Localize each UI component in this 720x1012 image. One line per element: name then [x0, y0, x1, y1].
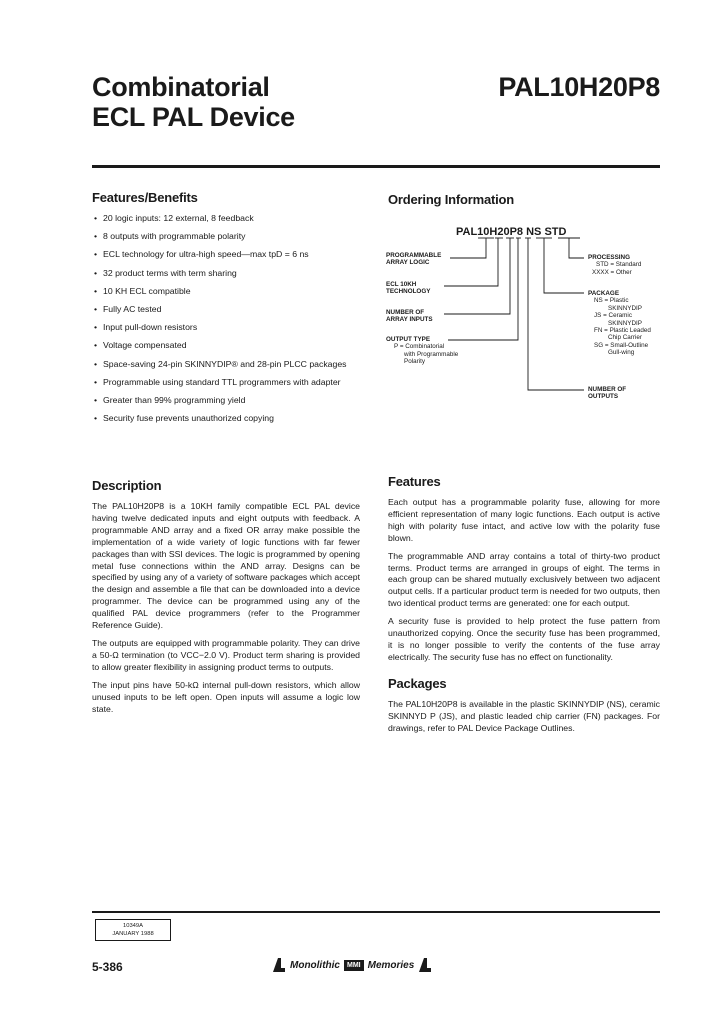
document-number: 10349A: [123, 923, 143, 929]
ordering-diagram: [386, 226, 666, 412]
brand-name-left: Monolithic: [290, 959, 340, 971]
list-item: • Greater than 99% programming yield: [92, 395, 360, 406]
label-line: NUMBER OF: [386, 309, 425, 316]
document-title: [92, 72, 295, 132]
label-line: SG = Small-Outline: [594, 341, 649, 349]
ordering-part-code: PAL10H20P8 NS STD: [456, 226, 567, 238]
label-line: FN = Plastic Leaded: [594, 327, 651, 335]
features-paragraph: A security fuse is provided to help protect the fuse pattern from unauthorized copying. Once the security fuse has been programmed, it is no longer possible to verify the contents of the fuse array electrically. The security fuse has no effect on functionality.: [388, 616, 660, 662]
footer-rule: [92, 911, 660, 913]
label-line: SKINNYDIP: [608, 319, 642, 327]
list-item: • 8 outputs with programmable polarity: [92, 231, 360, 242]
label-line: OUTPUT TYPE: [386, 336, 431, 343]
label-outputs: [588, 386, 626, 401]
label-output-type: [386, 336, 458, 366]
page-number: 5-386: [92, 960, 123, 974]
label-line: PROGRAMMABLE: [386, 252, 442, 259]
label-line: ARRAY INPUTS: [386, 316, 433, 324]
header-rule: [92, 165, 660, 168]
label-line: TECHNOLOGY: [386, 288, 431, 296]
list-item: • 20 logic inputs: 12 external, 8 feedback: [92, 213, 360, 224]
packages-paragraph: The PAL10H20P8 is available in the plastic SKINNYDIP (NS), ceramic SKINNYD P (JS), and plastic leaded chip carrier (FN) packages. For drawings, refer to PAL Device Package Outlines.: [388, 698, 660, 733]
label-line: JS = Ceramic: [594, 312, 632, 320]
label-line: STD = Standard: [596, 261, 642, 269]
label-processing: [588, 254, 641, 276]
description-paragraph: The PAL10H20P8 is a 10KH family compatible ECL PAL device having twelve dedicated inputs and eight outputs with feedback. A programmable AND array and a fixed OR array make possible the implementation of a wide variety of logic functions with far fewer packages than with SSI devices. The logic is programmed by opening metal fuse connections within the AND array. Designs can be specified by using any of a variety of software packages which accept the design and assemble a file that can be downloaded into a device programmer. The device can be programmed using any of the qualified PAL device programmers (refer to the Programmer Reference Guide).: [92, 501, 360, 631]
description-heading: Description: [92, 478, 162, 493]
part-number-title: PAL10H20P8: [498, 72, 660, 102]
label-line: Polarity: [404, 358, 425, 366]
packages-heading: Packages: [388, 675, 447, 691]
description-section: [92, 478, 360, 721]
list-item: • Space-saving 24-pin SKINNYDIP® and 28-pin PLCC packages: [92, 359, 360, 370]
description-paragraph: The input pins have 50-kΩ internal pull-down resistors, which allow unused inputs to be left open. Open inputs will assume a logic low state.: [92, 679, 360, 714]
label-line: XXXX = Other: [592, 268, 632, 276]
label-line: SKINNYDIP: [608, 304, 642, 312]
label-line: OUTPUTS: [588, 393, 619, 401]
list-item: • 10 KH ECL compatible: [92, 286, 360, 297]
label-line: PACKAGE: [588, 290, 620, 297]
features-heading: Features: [388, 474, 441, 489]
list-item: • Input pull-down resistors: [92, 322, 360, 333]
title-line-2: ECL PAL Device: [92, 102, 295, 132]
label-line: ARRAY LOGIC: [386, 259, 430, 267]
features-section: [388, 474, 660, 741]
list-item: • Programmable using standard TTL programmers with adapter: [92, 377, 360, 388]
brand-logo-icon: [418, 957, 432, 973]
list-item: • Voltage compensated: [92, 340, 360, 351]
ordering-section: [388, 192, 660, 207]
list-item: • Fully AC tested: [92, 304, 360, 315]
brand-logo-icon: [272, 957, 286, 973]
document-date: JANUARY 1988: [112, 931, 154, 937]
features-benefits-section: [92, 190, 360, 431]
list-item: • 32 product terms with term sharing: [92, 268, 360, 279]
document-code-box: [95, 919, 171, 941]
label-inputs: [386, 309, 433, 324]
brand-name-right: Memories: [367, 959, 415, 971]
label-line: PROCESSING: [588, 254, 630, 261]
title-line-1: Combinatorial: [92, 72, 270, 102]
description-paragraph: The outputs are equipped with programmable polarity. They can drive a 50-Ω termination (to VCC−2.0 V). Product term sharing is provided to allow greater flexibility in assigning product terms to outputs.: [92, 637, 360, 672]
label-array-logic: [386, 252, 441, 267]
features-benefits-heading: Features/Benefits: [92, 190, 198, 205]
label-technology: [386, 281, 430, 296]
ordering-heading: Ordering Information: [388, 192, 515, 207]
features-benefits-list: [92, 213, 360, 424]
brand-mark: MMI: [344, 960, 364, 971]
brand-footer: [272, 956, 432, 974]
label-line: Chip Carrier: [608, 334, 642, 342]
features-paragraph: The programmable AND array contains a total of thirty-two product terms. Product terms are arranged in groups of eight. The terms in each group can be shared mutually exclusively between two adjacent output cells. If a particular product term is needed for two outputs, then two identical product terms are generated: one for each output.: [388, 550, 660, 609]
features-paragraph: Each output has a programmable polarity fuse, allowing for more efficient representation of many logic functions. Each output is active high with polarity fuse intact, and active low with the polarity fuse blown.: [388, 497, 660, 543]
label-line: NUMBER OF: [588, 386, 627, 393]
label-package: [588, 290, 651, 357]
label-line: Gull-wing: [608, 349, 635, 357]
label-line: ECL 10KH: [386, 281, 417, 288]
label-line: with Programmable: [404, 350, 459, 358]
label-line: NS = Plastic: [594, 297, 629, 305]
list-item: • Security fuse prevents unauthorized copying: [92, 413, 360, 424]
list-item: • ECL technology for ultra-high speed—max tpD = 6 ns: [92, 249, 360, 260]
label-line: P = Combinatorial: [394, 343, 445, 351]
